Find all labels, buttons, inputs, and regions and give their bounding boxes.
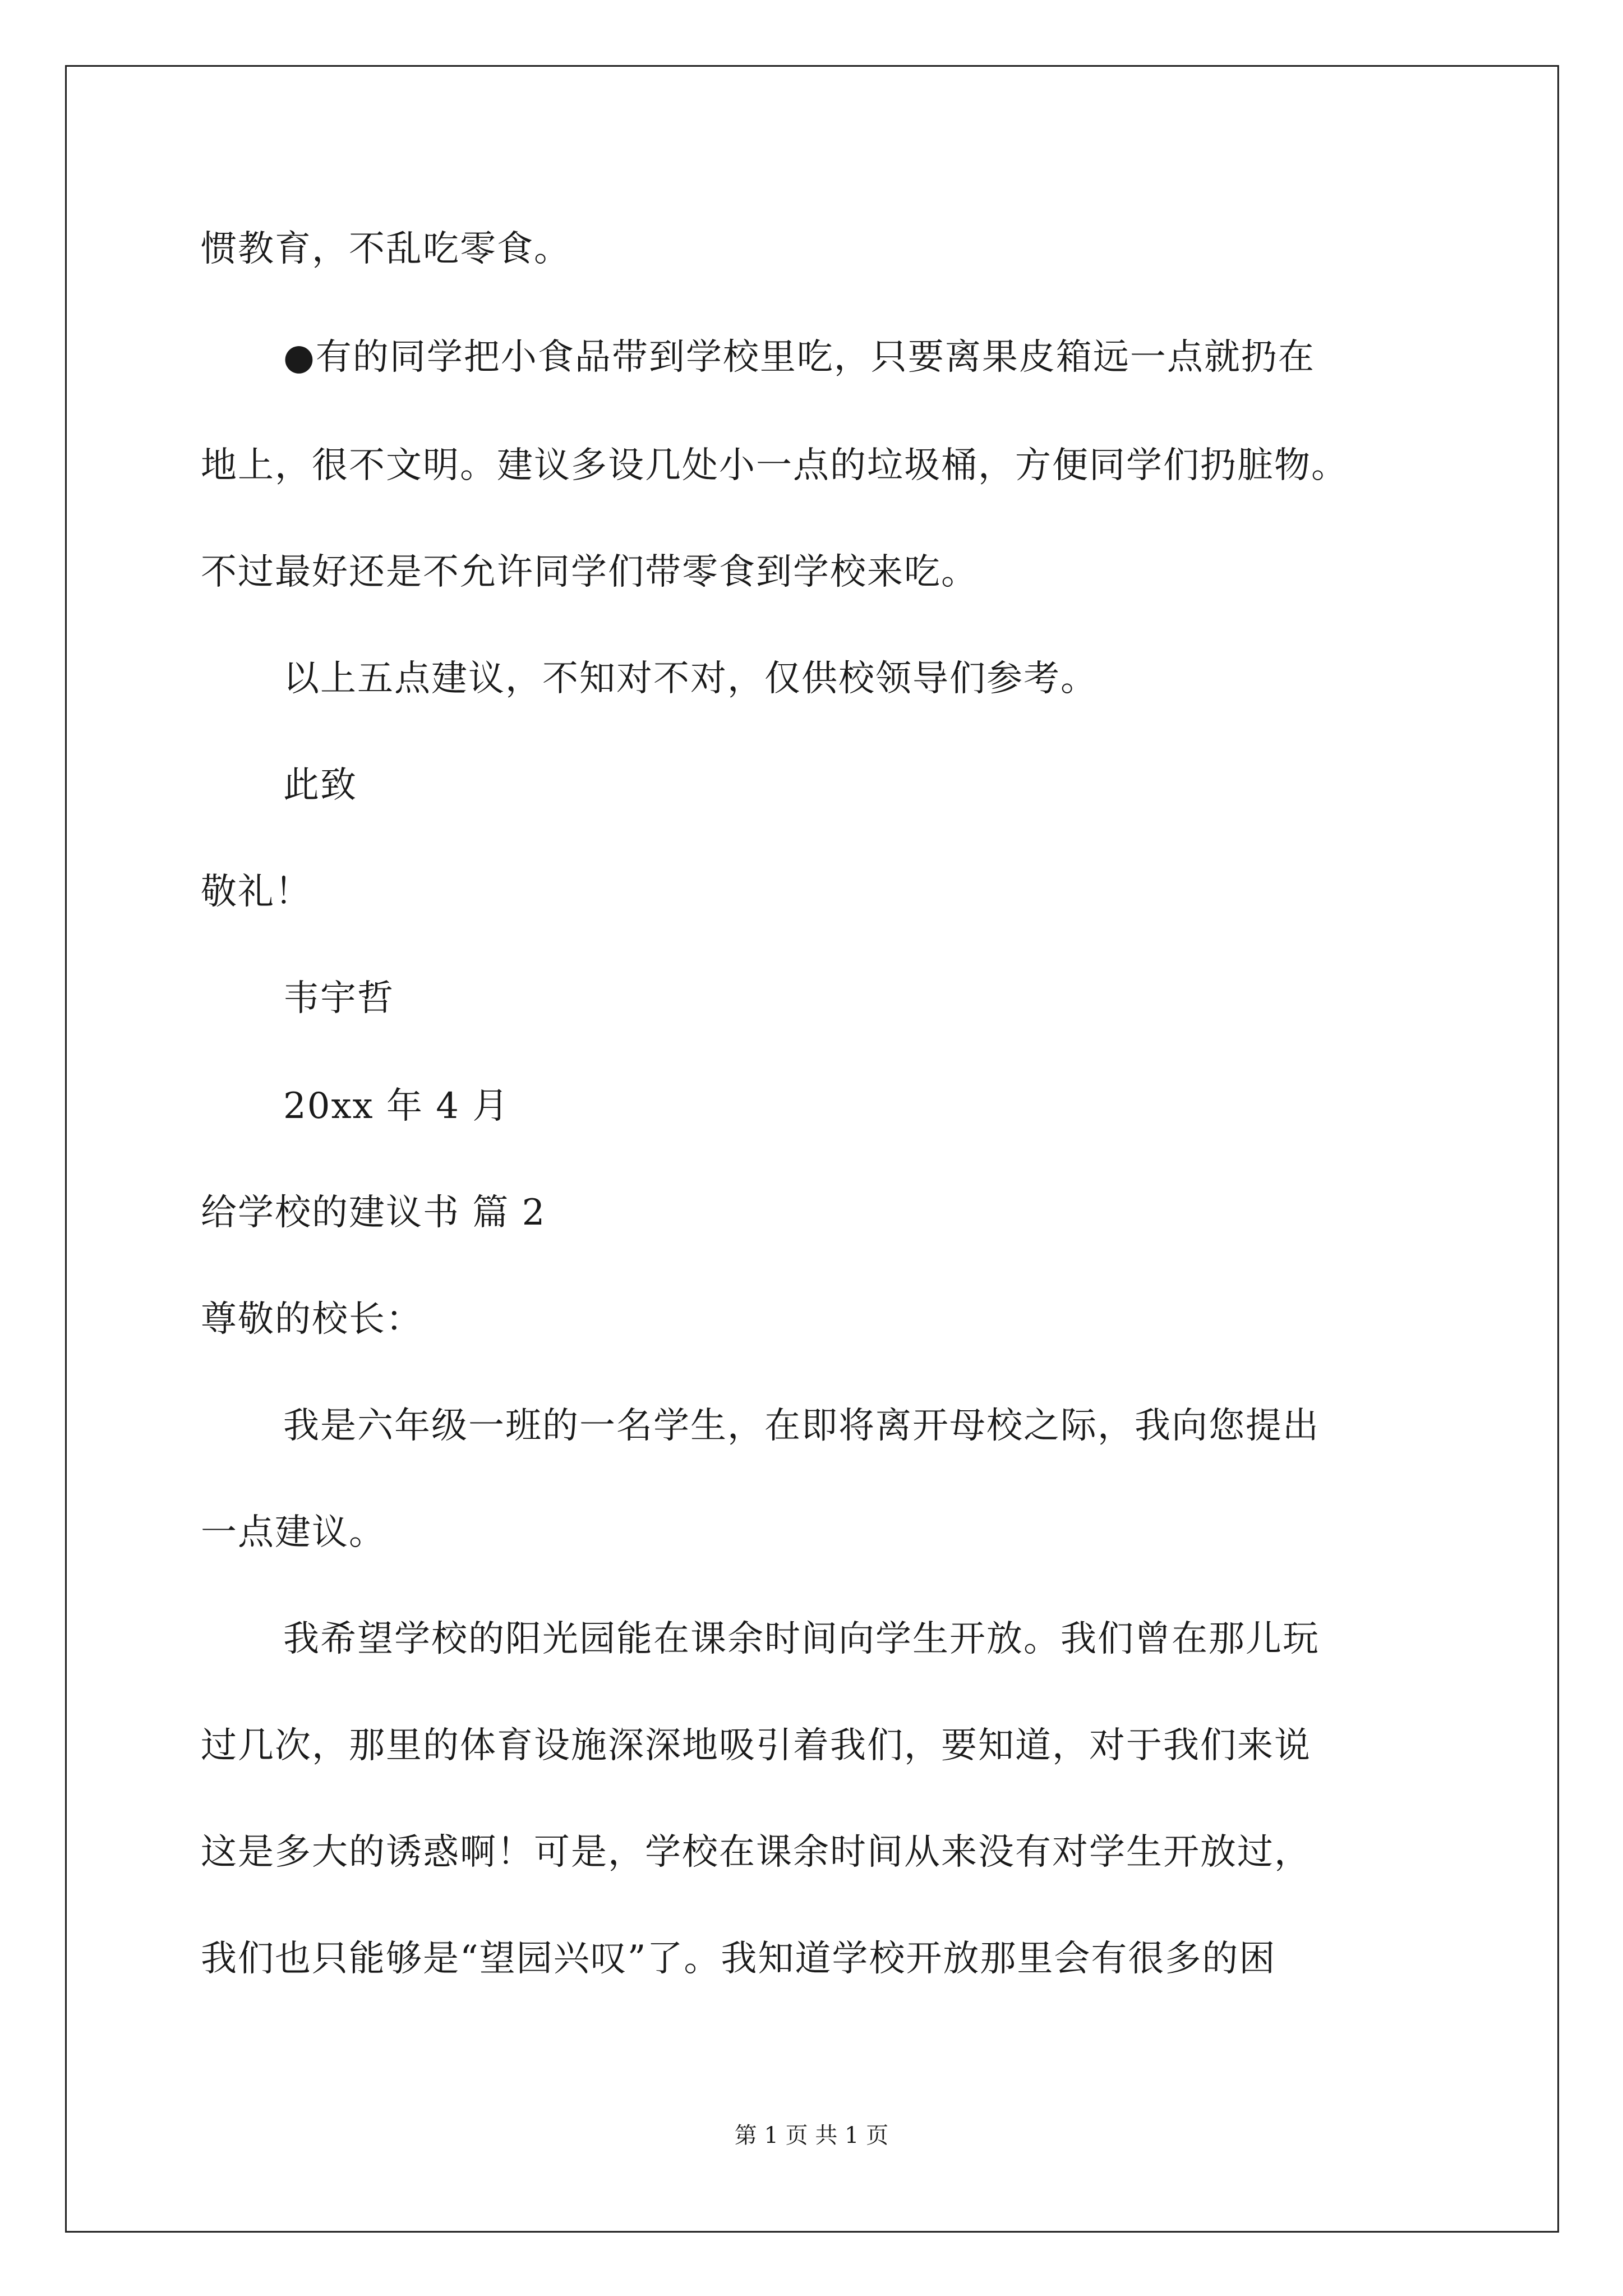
text-line-15: 过几次，那里的体育设施深深地吸引着我们，要知道，对于我们来说 — [201, 1725, 1311, 1766]
salutation-jing-li: 敬礼！ — [201, 871, 312, 913]
text-line-16: 这是多大的诱惑啊！可是，学校在课余时间从来没有对学生开放过， — [201, 1832, 1311, 1873]
text-line-3: 地上，很不文明。建议多设几处小一点的垃圾桶，方便同学们扔脏物。 — [201, 445, 1348, 486]
text-line-5: 以上五点建议，不知对不对，仅供校领导们参考。 — [283, 658, 1098, 700]
text-line-12: 我是六年级一班的一名学生，在即将离开母校之际，我向您提出 — [283, 1405, 1320, 1447]
section-heading: 给学校的建议书 篇 2 — [201, 1192, 546, 1234]
text-line-1: 惯教育，不乱吃零食。 — [201, 228, 571, 270]
signature-name: 韦宇哲 — [283, 978, 394, 1019]
greeting-line: 尊敬的校长： — [201, 1299, 423, 1340]
text-line-4: 不过最好还是不允许同学们带零食到学校来吃。 — [201, 551, 978, 593]
page-border — [65, 65, 1559, 2233]
text-line-2: ●有的同学把小食品带到学校里吃，只要离果皮箱远一点就扔在 — [283, 337, 1315, 378]
text-line-13: 一点建议。 — [201, 1512, 386, 1553]
salutation-ci-zhi: 此致 — [283, 765, 357, 806]
text-line-17: 我们也只能够是“望园兴叹”了。我知道学校开放那里会有很多的困 — [201, 1938, 1276, 1980]
page-footer: 第 1 页 共 1 页 — [734, 2123, 889, 2148]
signature-date: 20xx 年 4 月 — [283, 1085, 510, 1127]
text-line-14: 我希望学校的阳光园能在课余时间向学生开放。我们曾在那儿玩 — [283, 1618, 1320, 1660]
